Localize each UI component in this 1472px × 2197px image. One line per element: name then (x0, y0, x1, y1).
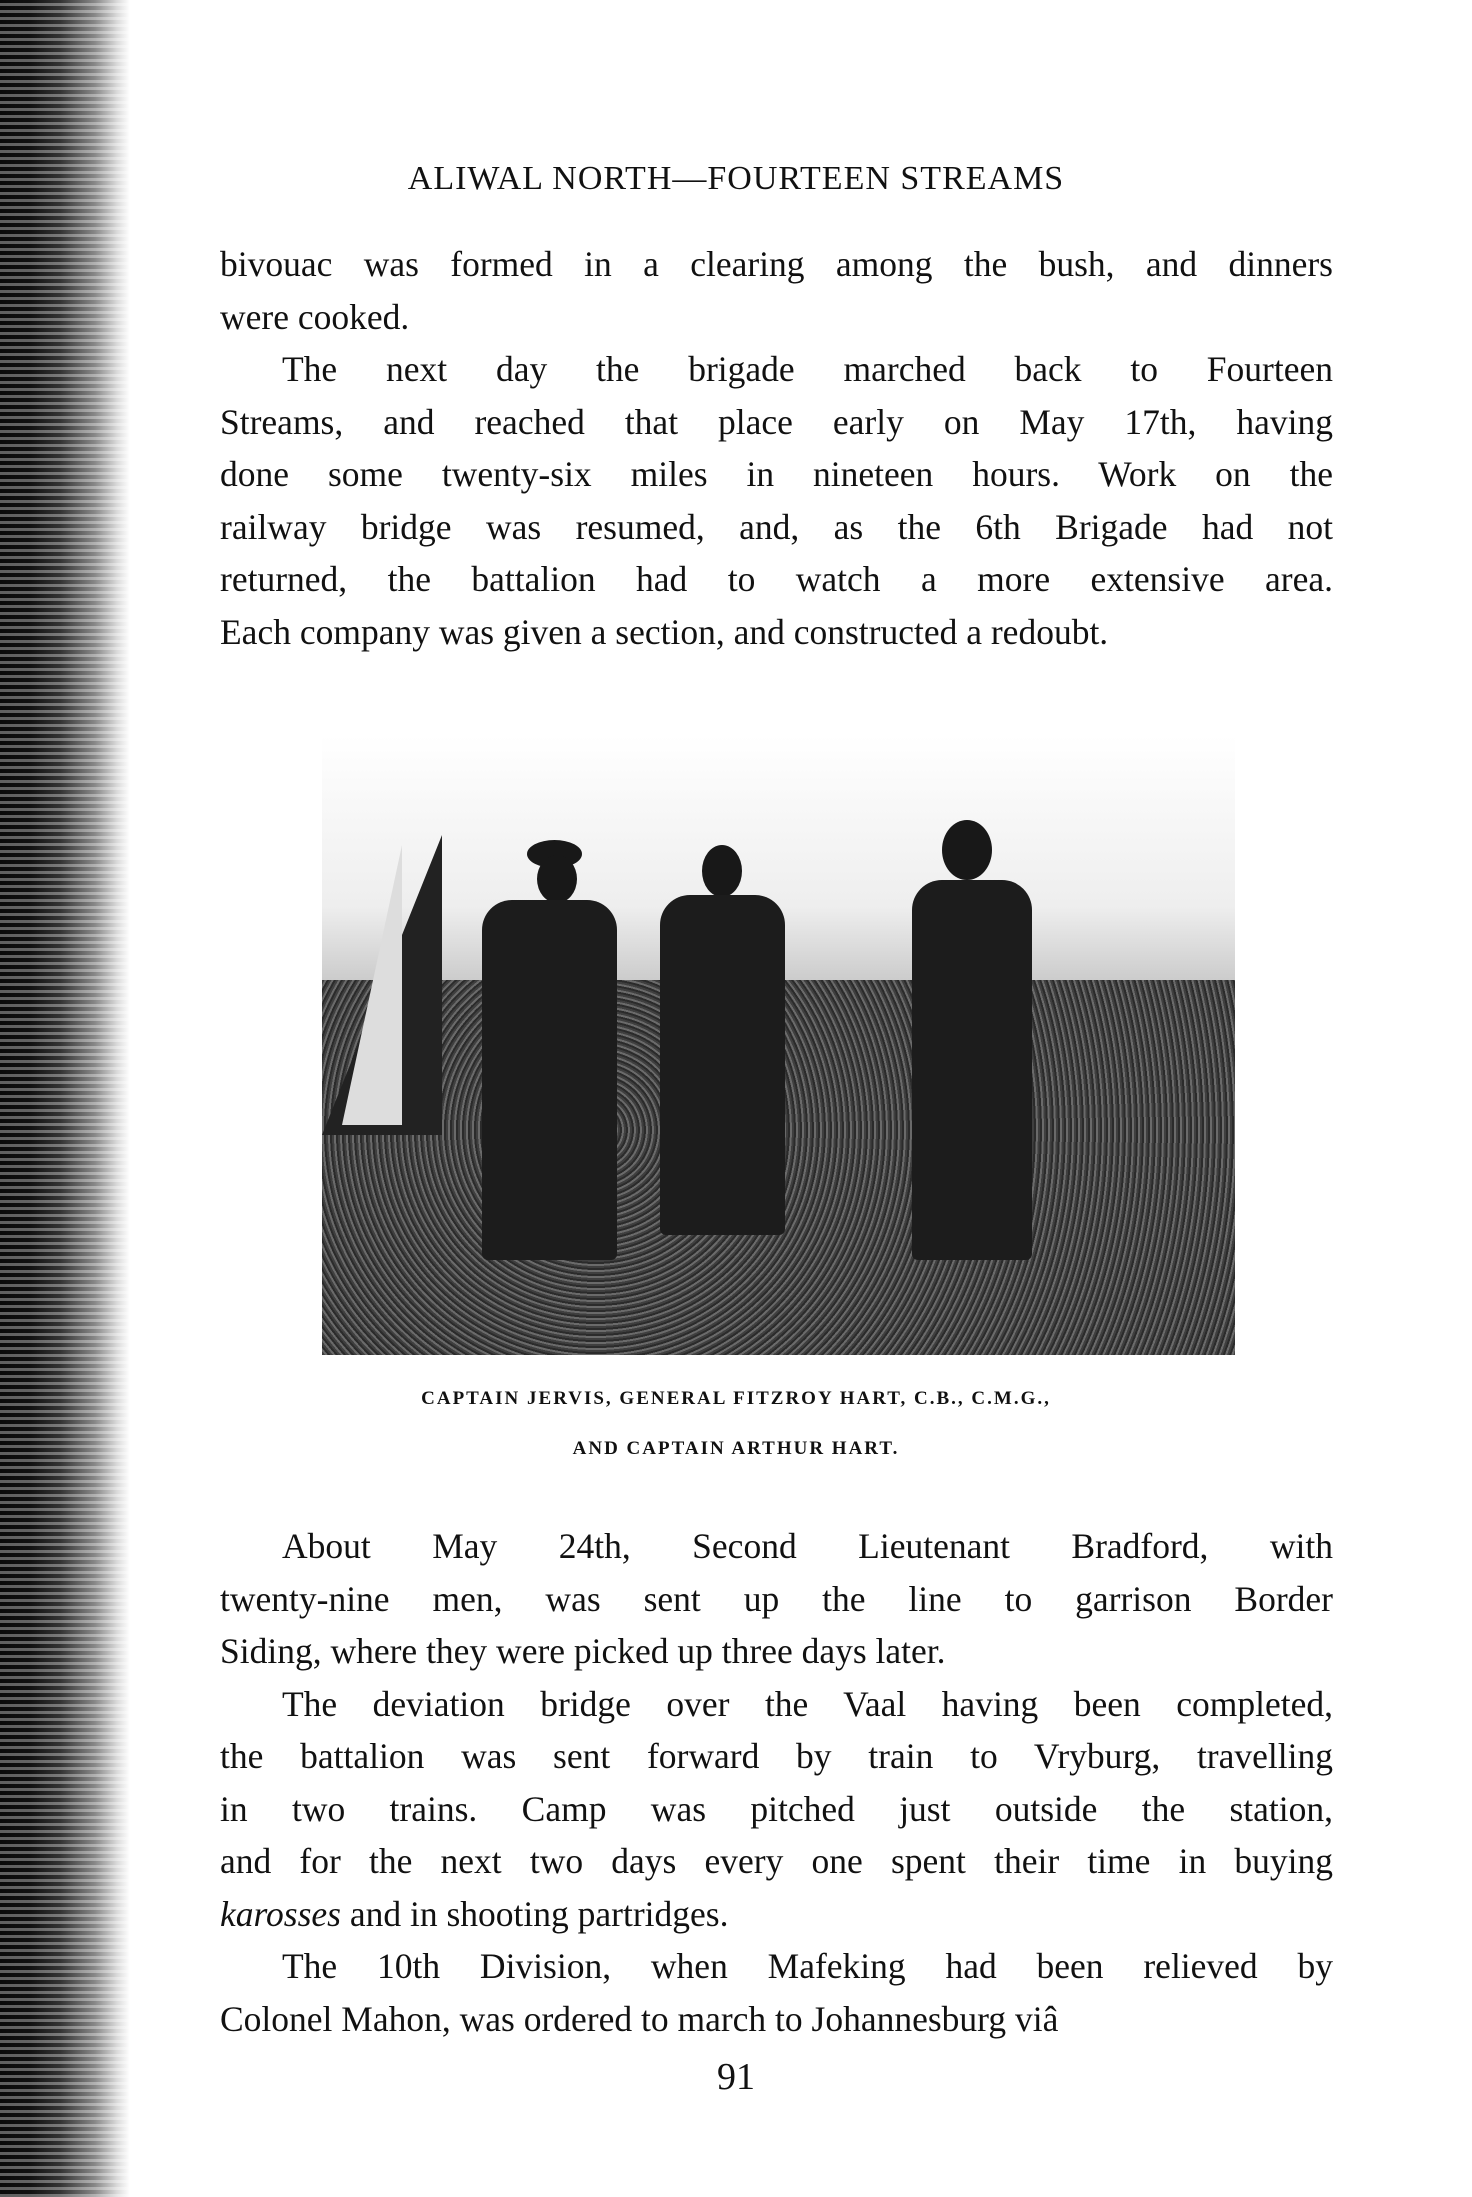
officer-captain-arthur-hart (912, 880, 1032, 1260)
text-line: Siding, where they were picked up three days later. (220, 1631, 946, 1671)
text-line: returned, the battalion had to watch a more extensive area. (220, 559, 1333, 599)
text-line: The deviation bridge over the Vaal having been completed, (282, 1683, 1333, 1724)
text-line: the battalion was sent forward by train to Vryburg, travelling (220, 1736, 1333, 1776)
running-head: ALIWAL NORTH—FOURTEEN STREAMS (407, 160, 1065, 197)
text-line: About May 24th, Second Lieutenant Bradford, with (282, 1526, 1333, 1566)
text-line: were cooked. (220, 296, 410, 337)
officer-head (537, 855, 577, 903)
officer-helmet (942, 820, 992, 880)
text-line: twenty-nine men, was sent up the line to garrison Border (220, 1578, 1333, 1619)
text-line: Each company was given a section, and constructed a redoubt. (220, 611, 1109, 652)
photo-caption-line: CAPTAIN JERVIS, GENERAL FITZROY HART, C.B., C.M.G., (421, 1388, 1051, 1409)
text-block-top (220, 238, 1333, 658)
page-number: 91 (717, 2056, 755, 2098)
text-line: bivouac was formed in a clearing among the bush, and dinners (220, 244, 1333, 284)
text-block-bottom (220, 1520, 1333, 2045)
officer-general-hart (660, 895, 785, 1235)
officer-head (702, 845, 742, 897)
officer-captain-jervis (482, 900, 617, 1260)
photo-caption-line: AND CAPTAIN ARTHUR HART. (572, 1438, 900, 1459)
photo-tent-stripe (342, 845, 402, 1125)
text-line: in two trains. Camp was pitched just outside the station, (220, 1788, 1333, 1829)
scanned-page-edge (0, 0, 130, 2197)
text-line: Colonel Mahon, was ordered to march to Johannesburg viâ (220, 1998, 1059, 2039)
text-line: karosses and in shooting partridges. (220, 1893, 729, 1934)
text-line: done some twenty-six miles in nineteen hours. Work on the (220, 454, 1333, 494)
text-line: The 10th Division, when Mafeking had been relieved by (282, 1946, 1333, 1986)
text-line: railway bridge was resumed, and, as the 6th Brigade had not (220, 506, 1333, 547)
text-line: and for the next two days every one spent their time in buying (220, 1841, 1333, 1881)
text-line: The next day the brigade marched back to Fourteen (282, 349, 1333, 389)
photograph-three-officers (322, 735, 1235, 1355)
italic-word: karosses (220, 1893, 341, 1934)
text-line: Streams, and reached that place early on May 17th, having (220, 401, 1333, 442)
